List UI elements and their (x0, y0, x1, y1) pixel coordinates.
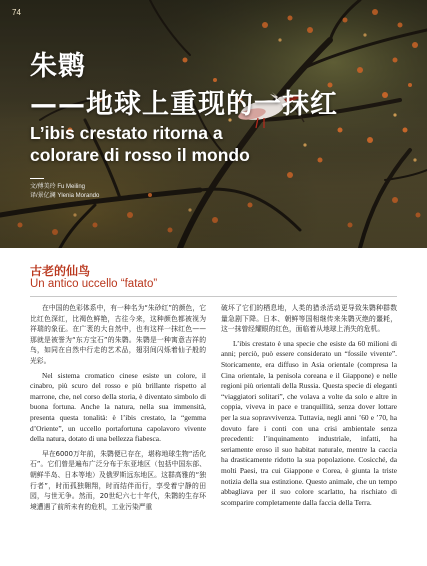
title-zh-line-2: ——地球上重现的一抹红 (30, 89, 338, 120)
author-credit: 文/傅美玲 Fu Meiling (30, 184, 86, 190)
title-it-line-1: L’ibis crestato ritorna a (30, 123, 223, 143)
section-heading-italian: Un antico uccello “fatato” (30, 278, 158, 290)
author-credits (30, 183, 99, 201)
title-italian (30, 122, 250, 166)
left-text-column (30, 303, 206, 516)
paragraph-zh-1: 在中国的色彩体系中，有一种名为“朱砂红”的颜色，它比红色深红，比褐色鲜艳，古往今来，这种颜色都被视为祥瑞的象征。在广袤的大自然中，也有这样一抹红色——那就是被誉为“东方宝石”的朱鹮。朱鹮是一种寓意吉祥的鸟，如同在自然中行走的艺术品，翅羽间闪烁着仙子般的光彩。 (30, 304, 206, 365)
title-it-line-2: colorare di rosso il mondo (30, 145, 250, 165)
paragraph-it-2: L’ibis crestato è una specie che esiste da 60 milioni di anni; perciò, può essere considerato un “fossile vivente”. Storicamente, era diffuso in Asia orientale (compresa la Cina orientale, la penisola coreana e il Giappone) e nelle regioni più orientali della Russia. Questa specie di eleganti “viaggiatori solitari”, che volava a volte da solo e altre in coppia, viveva in pace e tranquillità, senza dover lottare per la sua sopravvivenza. Tuttavia, negli anni ’60 e ’70, ha dovuto fare i conti con una crisi ambientale senza precedenti: l’inquinamento industriale, infatti, ha seriamente eroso il suo habitat naturale, mentre la caccia ha drasticamente ridotto la sua popolazione. Cosicché, da molti Paesi, tra cui Giappone e Corea, è giunta la triste notizia della sua estinzione. Questo animale, che un tempo abbagliava per il suo colore scarlatto, ha rischiato di scomparire completamente dalla faccia della Terra. (221, 338, 397, 507)
hero-photo (0, 0, 427, 248)
paragraph-zh-2: 早在6000万年前，朱鹮便已存在，堪称地球生物“活化石”。它们曾是遍布广泛分布于东亚地区（包括中国东部、朝鲜半岛、日本等地）及俄罗斯远东地区。这群高雅的“独行者”，时而孤独翱翔，时而结伴而行，享受着宁静的田园，与世无争。然而，20世纪六七十年代，朱鹮的生存环境遭遇了前所未有的危机，工业污染严重 (30, 449, 206, 511)
paragraph-zh-2-continued: 破坏了它们的栖息地，人类的猎杀活动更导致朱鹮种群数量急剧下降。日本、朝鲜等国相继传来朱鹮灭绝的噩耗，这一抹曾经耀眼的红色，面临着从地球上消失的危机。 (221, 304, 397, 334)
paragraph-it-1: Nel sistema cromatico cinese esiste un colore, il cinabro, più scuro del rosso e più brillante rispetto al marrone, che, nel corso della storia, è diventato simbolo di buona fortuna. Anche la natura, nella sua immensità, presenta questa tonalità: è l’ibis crestato, la “gemma d’Oriente”, un uccello portafortuna capolavoro vivente della natura, dotato di una bellezza fiabesca. (30, 370, 206, 444)
right-text-column (221, 303, 397, 512)
section-heading-chinese: 古老的仙鸟 (30, 264, 91, 278)
title-chinese (30, 48, 338, 124)
page-number: 74 (12, 8, 21, 17)
title-zh-line-1: 朱鹮 (30, 51, 86, 82)
section-divider (30, 296, 397, 297)
translator-credit: 译/景亿澜 Ylenia Morando (30, 193, 100, 199)
credits-divider (30, 178, 44, 179)
